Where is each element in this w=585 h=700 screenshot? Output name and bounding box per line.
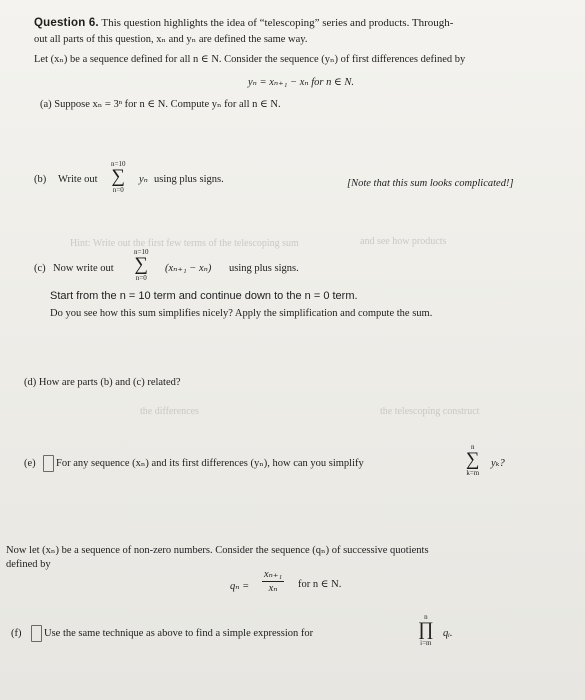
part-e-sum-lower: k=m xyxy=(466,469,480,477)
question-let-line: Let (xₙ) be a sequence defined for all n ∈ N. Consider the sequence (yₙ) of first differences defined by xyxy=(34,54,466,65)
part-e-sum-upper: n xyxy=(471,443,475,451)
part-f-label: (f) xyxy=(11,628,22,639)
part-b-summand: yₙ xyxy=(139,174,148,185)
part-d-label: (d) xyxy=(24,377,37,388)
fraction-denominator: xₙ xyxy=(268,583,278,594)
part-f-product xyxy=(418,613,434,647)
part-b-sum-upper: n=10 xyxy=(111,160,126,168)
part-f-prod-lower: i=m xyxy=(420,639,432,647)
fraction-numerator: xₙ₊₁ xyxy=(264,569,283,580)
sigma-symbol: ∑ xyxy=(111,166,125,187)
part-a xyxy=(40,98,281,111)
question-intro-1 xyxy=(34,17,453,30)
part-e-summand: yₖ? xyxy=(491,458,505,469)
part-e-sum xyxy=(466,443,480,477)
part-c-sum-upper: n=10 xyxy=(134,248,149,256)
question-label: Question 6. xyxy=(34,17,99,29)
part-a-label: (a) xyxy=(40,99,52,110)
part-e-text-before: For any sequence (xₙ) and its first differences (yₙ), how can you simplify xyxy=(56,458,364,469)
part-f-prod-upper: n xyxy=(424,613,428,621)
part-b-sum xyxy=(111,160,125,194)
part-b-note: [Note that this sum looks complicated!] xyxy=(347,178,514,189)
product-symbol: ∏ xyxy=(418,619,434,640)
part-a-text: Suppose xₙ = 3ⁿ for n ∈ N. Compute yₙ for all n ∈ N. xyxy=(54,99,281,110)
part-b-text-before: Write out xyxy=(58,174,98,185)
question-intro-2: out all parts of this question, xₙ and yₙ are defined the same way. xyxy=(34,34,308,45)
quotients-line-1: Now let (xₙ) be a sequence of non-zero numbers. Consider the sequence (qₙ) of successive quotients xyxy=(6,545,429,556)
sigma-symbol: ∑ xyxy=(466,449,480,470)
part-c-text-after: using plus signs. xyxy=(229,263,299,274)
part-c-summand: (xₙ₊₁ − xₙ) xyxy=(165,263,212,274)
part-b-label: (b) xyxy=(34,174,47,185)
part-e-label: (e) xyxy=(24,458,36,469)
part-f-checkbox[interactable] xyxy=(31,625,42,642)
part-e-checkbox[interactable] xyxy=(43,455,54,472)
part-d-text: How are parts (b) and (c) related? xyxy=(38,377,181,388)
quotients-line-2: defined by xyxy=(6,559,51,570)
part-b-text-after: using plus signs. xyxy=(154,174,224,185)
part-c-line-3: Do you see how this sum simplifies nicely? Apply the simplification and compute the sum. xyxy=(50,308,433,319)
quotients-lhs: qₙ = xyxy=(230,581,250,592)
question-intro-text: This question highlights the idea of “telescoping” series and products. Through- xyxy=(101,17,454,29)
quotients-fraction xyxy=(262,568,284,595)
part-c-label: (c) xyxy=(34,263,46,274)
part-d xyxy=(24,376,181,389)
part-c-sum-lower: n=0 xyxy=(135,274,147,282)
quotients-rhs: for n ∈ N. xyxy=(298,579,342,590)
definition-y: yₙ = xₙ₊₁ − xₙ for n ∈ N. xyxy=(248,77,355,88)
part-b-sum-lower: n=0 xyxy=(112,186,124,194)
part-c-text-before: Now write out xyxy=(53,263,114,274)
part-c-sum xyxy=(134,248,148,282)
sigma-symbol: ∑ xyxy=(134,254,148,275)
part-f-text-before: Use the same technique as above to find a simple expression for xyxy=(44,628,314,639)
part-c-line-2: Start from the n = 10 term and continue down to the n = 0 term. xyxy=(50,290,358,302)
part-f-summand: qᵢ. xyxy=(443,628,453,639)
